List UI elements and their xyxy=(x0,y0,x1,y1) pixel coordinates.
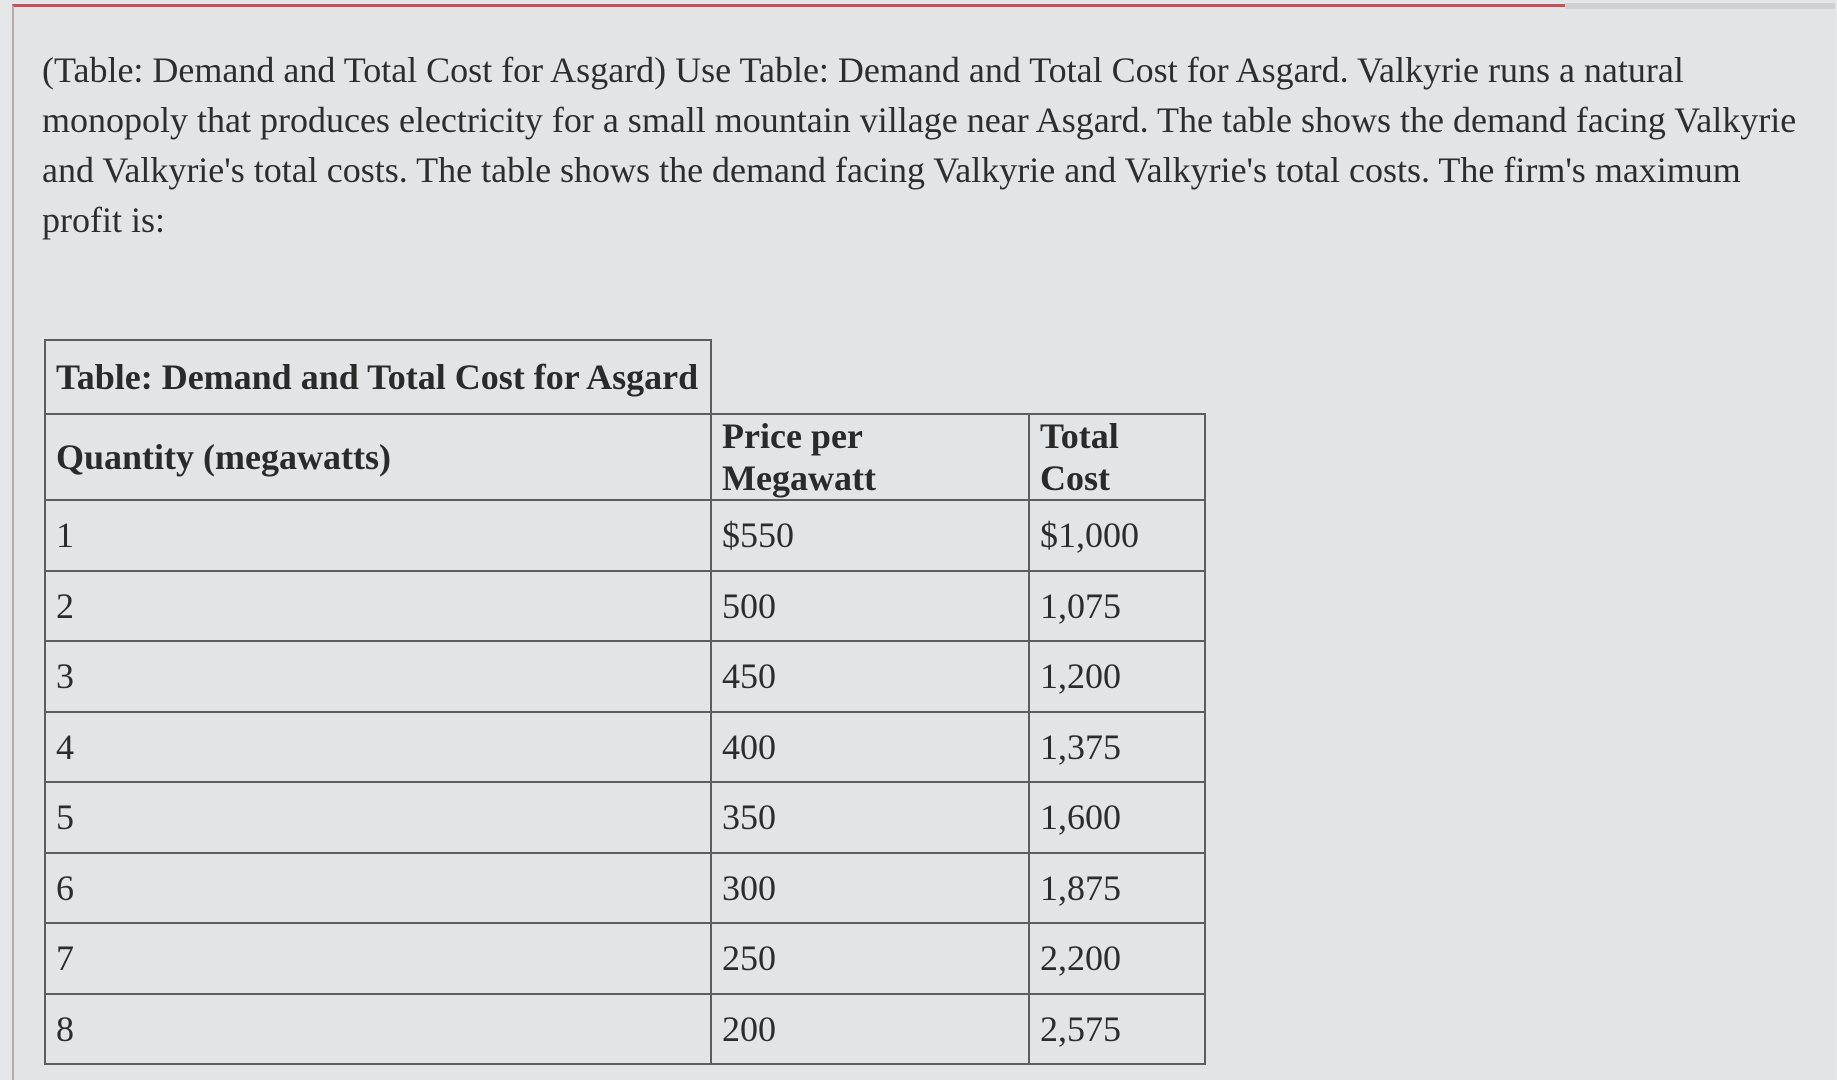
header-price: Price per Megawatt xyxy=(711,414,1029,500)
cell-price: $550 xyxy=(711,500,1029,571)
cell-total-cost: 2,200 xyxy=(1029,923,1205,994)
table-row xyxy=(45,923,1205,994)
cell-total-cost: 1,600 xyxy=(1029,782,1205,853)
cell-quantity: 2 xyxy=(45,571,711,642)
table-caption-row xyxy=(45,340,1205,414)
cell-quantity: 7 xyxy=(45,923,711,994)
table-row xyxy=(45,853,1205,924)
cell-quantity: 6 xyxy=(45,853,711,924)
table-row xyxy=(45,994,1205,1065)
question-text: (Table: Demand and Total Cost for Asgard) Use Table: Demand and Total Cost for Asgard. Valkyrie runs a natural monopoly that produces electricity for a small mountain village near Asgard. The table shows the demand facing Valkyrie and Valkyrie's total costs. The table shows the demand facing Valkyrie and Valkyrie's total costs. The firm's maximum profit is: xyxy=(42,50,1797,240)
cell-price: 450 xyxy=(711,641,1029,712)
cell-quantity: 3 xyxy=(45,641,711,712)
table-caption: Table: Demand and Total Cost for Asgard xyxy=(45,340,711,414)
caption-spacer xyxy=(1029,340,1205,414)
top-tab-decoration xyxy=(1565,3,1835,9)
cell-quantity: 4 xyxy=(45,712,711,783)
cell-price: 400 xyxy=(711,712,1029,783)
caption-spacer xyxy=(711,340,1029,414)
cell-price: 250 xyxy=(711,923,1029,994)
cell-quantity: 8 xyxy=(45,994,711,1065)
table-header-row xyxy=(45,414,1205,500)
question-panel xyxy=(12,4,1835,1080)
cell-total-cost: 1,375 xyxy=(1029,712,1205,783)
header-total-cost: Total Cost xyxy=(1029,414,1205,500)
cell-price: 300 xyxy=(711,853,1029,924)
table-row xyxy=(45,782,1205,853)
table-row xyxy=(45,712,1205,783)
demand-cost-table xyxy=(44,339,1206,1065)
cell-price: 500 xyxy=(711,571,1029,642)
cell-quantity: 1 xyxy=(45,500,711,571)
table-row xyxy=(45,500,1205,571)
table-row xyxy=(45,571,1205,642)
cell-total-cost: 1,200 xyxy=(1029,641,1205,712)
cell-quantity: 5 xyxy=(45,782,711,853)
cell-total-cost: 1,075 xyxy=(1029,571,1205,642)
cell-total-cost: $1,000 xyxy=(1029,500,1205,571)
table-row xyxy=(45,641,1205,712)
cell-price: 200 xyxy=(711,994,1029,1065)
cell-total-cost: 1,875 xyxy=(1029,853,1205,924)
cell-total-cost: 2,575 xyxy=(1029,994,1205,1065)
header-quantity: Quantity (megawatts) xyxy=(45,414,711,500)
cell-price: 350 xyxy=(711,782,1029,853)
